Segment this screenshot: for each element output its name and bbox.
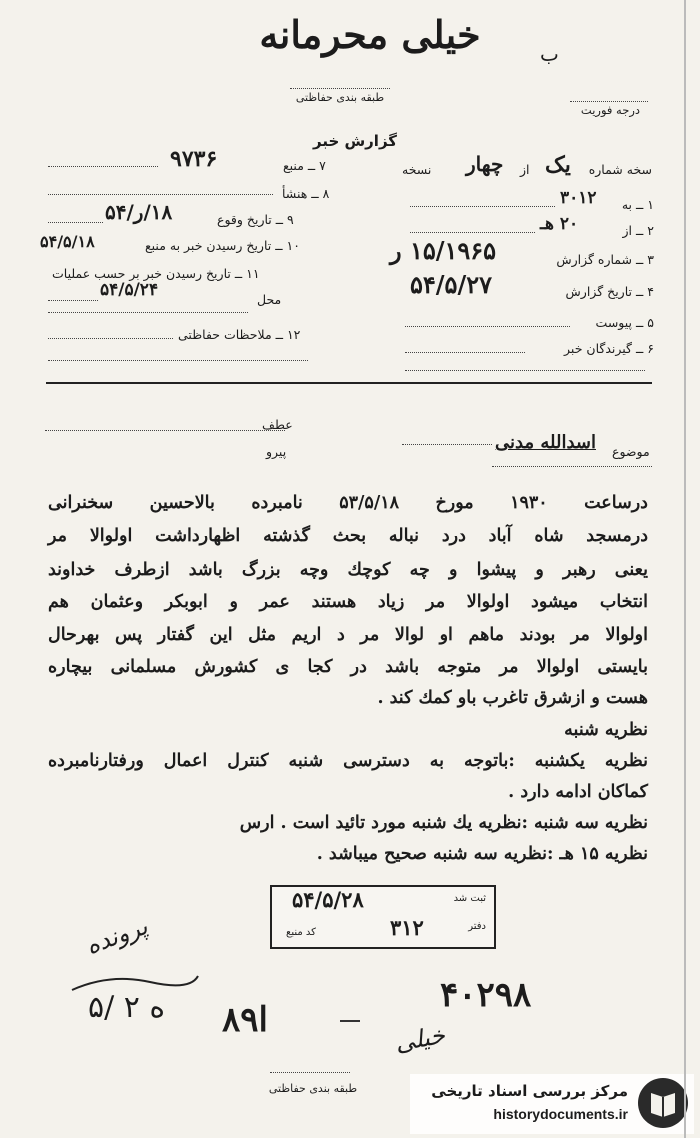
stamp-line1-label: ثبت شد: [453, 893, 486, 904]
follow-label: پیرو: [266, 444, 287, 459]
handwritten-mark-middle: ۸ا۹: [222, 1000, 268, 1040]
subject-dots-2: [492, 466, 652, 467]
to-label: ۱ ــ به: [621, 197, 654, 212]
from-label: ۲ ــ از: [622, 223, 654, 238]
body-line-8: نظریه شنبه: [564, 720, 648, 740]
classification-dots: [290, 88, 390, 89]
subject-label: موضوع: [612, 444, 650, 459]
body-line-12: نظریه ۱۵ هـ :نظریه سه شنبه صحیح میباشد .: [316, 844, 648, 864]
date-to-source-label: ۱۰ ــ تاریخ رسیدن خبر به منبع: [145, 238, 300, 253]
bottom-classification-dots: [270, 1072, 350, 1073]
event-date-value: ۱۸/ر/۵۴: [105, 200, 173, 224]
body-line-2: درمسجد شاه آباد درد نباله بحث گذشته اظهارداشت اولوالا مر: [48, 526, 648, 546]
to-dots: [410, 206, 555, 207]
place-dots: [48, 312, 248, 313]
stamp-line2-value: ۳۱۲: [390, 915, 424, 940]
handwritten-number: ۴۰۲۹۸: [440, 975, 532, 1015]
signature-stroke: [72, 976, 198, 990]
report-title: گزارش خبر: [312, 132, 398, 150]
recipients-dots-2: [405, 370, 645, 371]
from-dots: [410, 232, 535, 233]
date-to-source-value: ۵۴/۵/۱۸: [40, 232, 95, 251]
urgency-dots: [570, 101, 648, 102]
body-line-11: نظریه سه شنبه :نظریه یك شنبه مورد تائید است . ارس: [239, 813, 648, 833]
recipients-label: ۶ ــ گیرندگان خبر: [564, 341, 654, 356]
source-label: ۷ ــ منبع: [283, 158, 326, 173]
from-value: ۲۰ هـ: [540, 214, 579, 234]
event-date-label: ۹ ــ تاریخ وقوع: [217, 212, 294, 227]
copy-number-value: یک: [545, 152, 571, 178]
body-line-3: یعنی رهبر و پیشوا و چه کوچك وچه بزرگ باشد ازطرف خداوند: [48, 560, 648, 580]
place-label: محل: [257, 292, 282, 307]
attachment-dots: [405, 326, 570, 327]
copy-of-value: چهار: [466, 152, 504, 176]
classification-top: خیلی محرمانه: [259, 12, 481, 57]
body-line-6: بایستی اولوالا مر متوجه باشد در کجا ی کشورش مسلمانی بیچاره: [48, 657, 648, 677]
tag-dots: [48, 194, 273, 195]
notes-label: ۱۲ ــ ملاحظات حفاظتی: [178, 327, 301, 342]
notes-dots-1: [48, 338, 173, 339]
to-value: ۳۰۱۲: [560, 188, 597, 208]
report-number-value: ۱۵/۱۹۶۵ ر: [390, 236, 497, 265]
watermark-site: historydocuments.ir: [493, 1106, 628, 1122]
header-divider: [46, 382, 652, 384]
watermark: [410, 1074, 694, 1134]
stamp-line3: کد منبع: [286, 927, 316, 938]
subject-dots: [402, 444, 492, 445]
report-date-label: ۴ ــ تاریخ گزارش: [565, 284, 654, 299]
recipients-dots-1: [405, 352, 525, 353]
body-line-5: اولوالا مر بودند ماهم او لوالا مر د اریم مثل این گفتار پس بهرحال: [48, 625, 648, 645]
copy-number-label: سخه شماره: [588, 162, 652, 177]
body-line-1: درساعت ۱۹۳۰ مورخ ۵۳/۵/۱۸ نامبرده بالاحسین سخنرانی: [48, 493, 648, 513]
registry-stamp: [270, 885, 496, 949]
body-line-4: انتخاب میشود اولوالا مر زیاد هستند عمر و ابوبکر وعثمان هم: [48, 592, 648, 612]
handwritten-signature: پرونده: [82, 912, 152, 960]
report-number-label: ۳ ــ شماره گزارش: [556, 252, 654, 267]
handwritten-dash: [340, 1020, 360, 1022]
date-to-ops-label: ۱۱ ــ تاریخ رسیدن خبر بر حسب عملیات: [52, 266, 260, 281]
attachment-label: ۵ ــ پیوست: [595, 315, 654, 330]
reference-dots: [45, 430, 285, 431]
source-value: ۹۷۳۶: [170, 146, 218, 172]
date-to-ops-dots: [48, 300, 98, 301]
body-line-10: کماکان ادامه دارد .: [508, 782, 648, 802]
handwritten-mark-bottom-left: ۵/ ۲ ه: [88, 990, 166, 1025]
handwritten-scribble: خیلی: [392, 1020, 448, 1058]
urgency-label: درجه فوریت: [580, 103, 640, 117]
copies-label: نسخه: [402, 162, 432, 177]
copy-of-label: از: [520, 162, 530, 177]
event-date-dots: [48, 222, 103, 223]
corner-mark-top-right: ب: [540, 42, 559, 66]
page-edge-right: [684, 0, 686, 1138]
body-line-9: نظریه یکشنبه :باتوجه به دسترسی شنبه کنترل اعمال ورفتارنامبرده: [48, 751, 648, 771]
classification-label-top: طبقه بندی حفاظتی: [295, 91, 385, 104]
report-date-value: ۵۴/۵/۲۷: [410, 270, 492, 299]
book-icon: [638, 1078, 688, 1128]
subject-value: اسدالله مدنی: [495, 432, 596, 453]
stamp-line1-value: ۵۴/۵/۲۸: [292, 887, 364, 912]
tag-label: ۸ ــ هنشأ: [282, 186, 330, 201]
notes-dots-2: [48, 360, 308, 361]
date-to-ops-value: ۵۴/۵/۲۴: [100, 280, 159, 300]
watermark-title: مرکز بررسی اسناد تاریخی: [431, 1082, 628, 1100]
body-line-7: هست و ازشرق تاغرب باو کمك کند .: [377, 688, 648, 708]
reference-label: عطف: [262, 417, 293, 432]
watermark-logo: [638, 1078, 688, 1128]
source-dots: [48, 166, 158, 167]
stamp-line2-label: دفتر: [468, 921, 486, 932]
classification-label-bottom: طبقه بندی حفاظتی: [268, 1082, 358, 1095]
